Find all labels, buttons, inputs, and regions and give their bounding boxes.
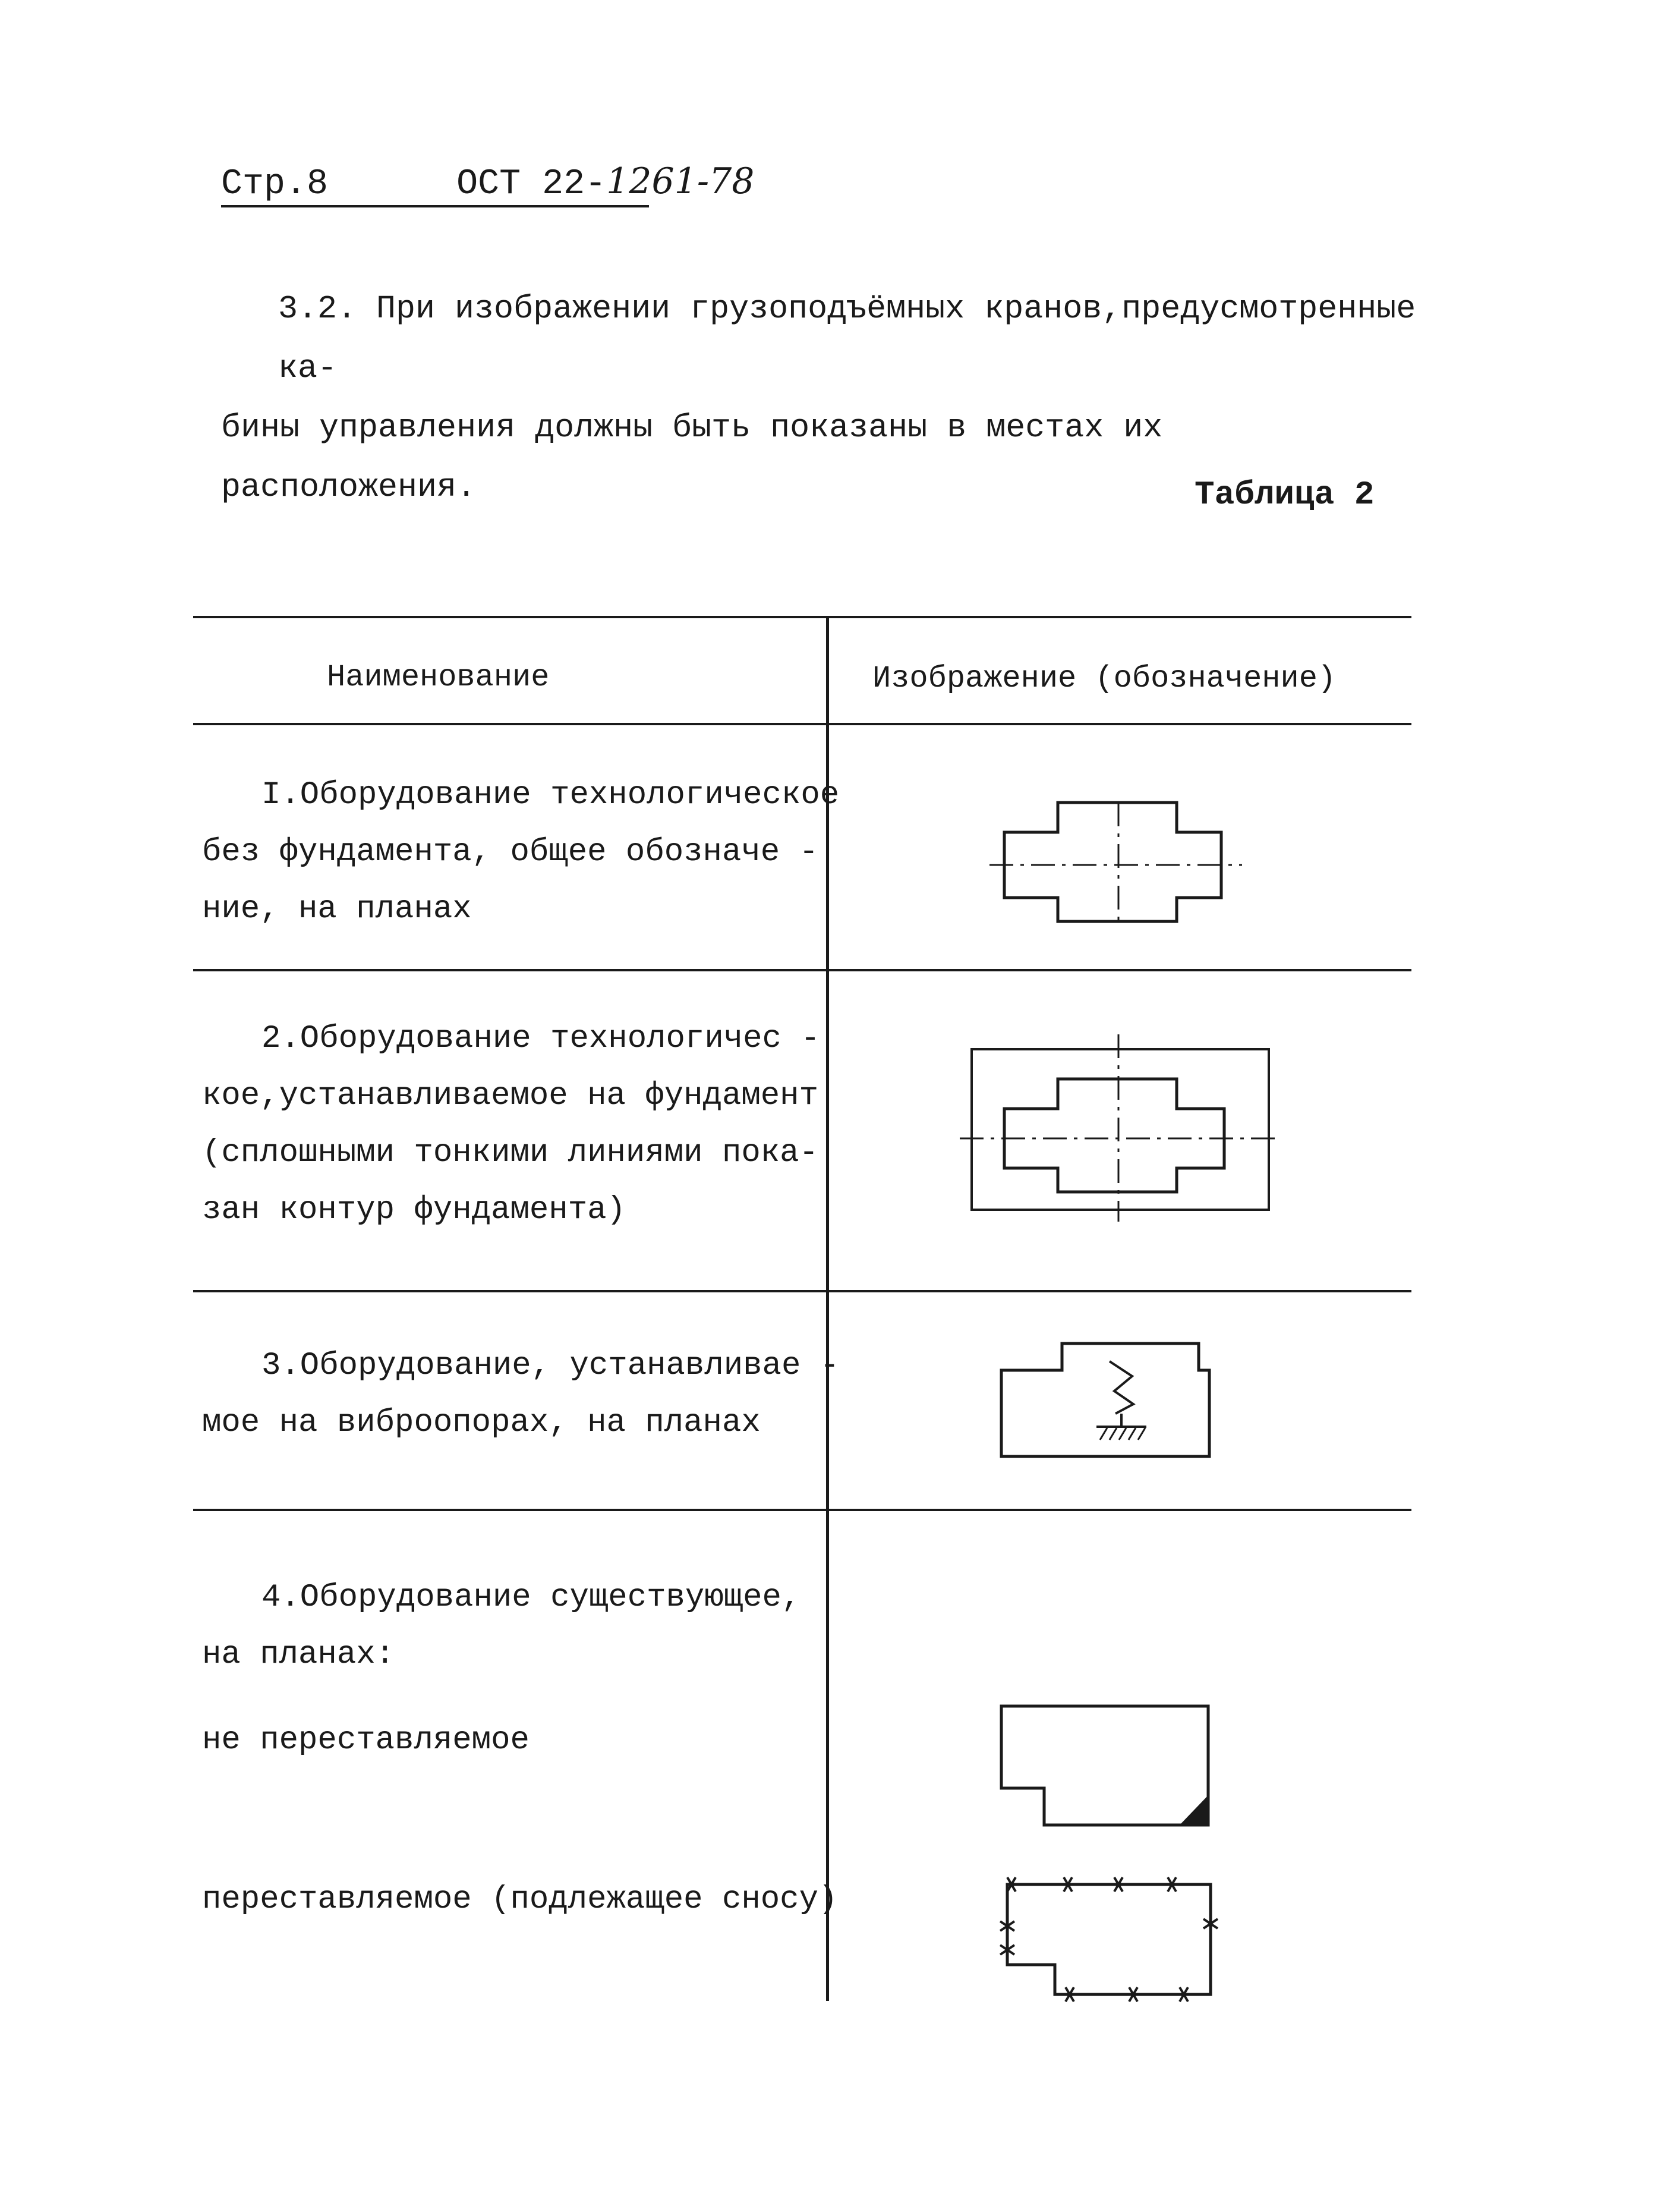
table-header-rule	[193, 723, 1411, 725]
row-2-line-4: зан контур фундамента)	[202, 1192, 626, 1228]
existing-equipment-demolish-symbol	[995, 1873, 1227, 2009]
column-header-name: Наименование	[327, 660, 550, 695]
row-3-line-1: 3.Оборудование, устанавливае -	[261, 1348, 840, 1384]
row-1-line-3: ние, на планах	[202, 891, 472, 927]
equipment-general-symbol	[981, 797, 1242, 927]
row-4-sub-item-2: переставляемое (подлежащее сносу)	[202, 1881, 838, 1918]
column-header-image: Изображение (обозначение)	[872, 661, 1337, 696]
existing-equipment-fixed-symbol	[995, 1700, 1221, 1831]
page-number: Стр.8	[221, 164, 329, 204]
row-4-line-1: 4.Оборудование существующее,	[261, 1579, 801, 1616]
table-top-rule	[193, 616, 1411, 618]
standard-number: 1261-78	[606, 161, 755, 202]
intro-line-2: бины управления должны быть показаны в местах их расположения.	[221, 409, 1163, 506]
row-2-line-3: (сплошными тонкими линиями пока-	[202, 1135, 818, 1171]
page-header	[221, 161, 754, 204]
table-label: Таблица 2	[1195, 476, 1375, 514]
row-divider-1	[193, 969, 1411, 971]
row-1-line-1: I.Оборудование технологическое	[261, 777, 840, 813]
row-4-name	[202, 1569, 801, 1684]
row-1-line-2: без фундамента, общее обозначе -	[202, 834, 818, 870]
row-2-line-2: кое,устанавливаемое на фундамент	[202, 1078, 818, 1114]
row-1-name	[202, 767, 839, 938]
intro-line-1: 3.2. При изображении грузоподъёмных кранов,предусмотренные ка-	[278, 290, 1416, 387]
header-underline	[221, 205, 649, 207]
row-2-line-1: 2.Оборудование технологичес -	[261, 1021, 820, 1057]
equipment-vibration-mounts-symbol	[995, 1338, 1221, 1462]
row-3-name	[202, 1338, 839, 1452]
row-3-line-2: мое на виброопорах, на планах	[202, 1405, 761, 1441]
row-4-sub-item-1: не переставляемое	[202, 1722, 530, 1758]
equipment-on-foundation-symbol	[957, 1028, 1278, 1225]
row-4-line-2: на планах:	[202, 1637, 395, 1673]
row-divider-3	[193, 1509, 1411, 1511]
row-2-name	[202, 1011, 820, 1239]
row-divider-2	[193, 1290, 1411, 1292]
standard-prefix: ОСТ 22-	[456, 164, 607, 204]
